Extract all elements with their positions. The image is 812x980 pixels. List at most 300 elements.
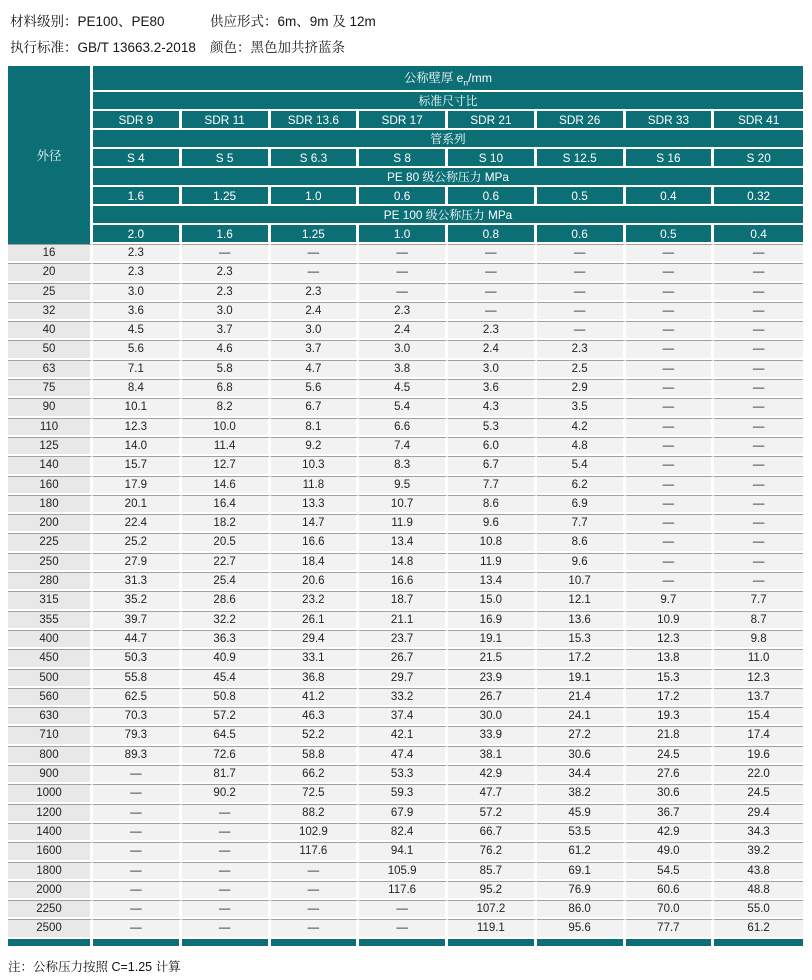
thickness-cell: 2.5 <box>537 360 626 379</box>
pe80-pressure-cell: 0.6 <box>359 187 448 206</box>
thickness-cell: 7.1 <box>93 360 182 379</box>
footer-bar-segment <box>626 939 715 946</box>
thickness-cell: 3.7 <box>271 340 360 359</box>
thickness-cell: — <box>714 476 803 495</box>
thickness-cell: 50.8 <box>182 688 271 707</box>
thickness-cell: 22.4 <box>93 514 182 533</box>
thickness-cell: 6.6 <box>359 418 448 437</box>
thickness-cell: 47.7 <box>448 784 537 803</box>
thickness-cell: 8.2 <box>182 398 271 417</box>
thickness-cell: 58.8 <box>271 746 360 765</box>
thickness-cell: 66.2 <box>271 765 360 784</box>
thickness-cell: 15.4 <box>714 707 803 726</box>
thickness-cell: 8.4 <box>93 379 182 398</box>
thickness-cell: 12.3 <box>93 418 182 437</box>
outer-diameter-cell: 32 <box>8 302 93 321</box>
thickness-cell: 20.6 <box>271 572 360 591</box>
table-row <box>8 244 803 263</box>
thickness-cell: 79.3 <box>93 726 182 745</box>
thickness-cell: 28.6 <box>182 591 271 610</box>
thickness-cell: 6.7 <box>271 398 360 417</box>
table-row <box>8 572 803 591</box>
thickness-cell: 21.5 <box>448 649 537 668</box>
thickness-cell: 39.2 <box>714 842 803 861</box>
thickness-cell: 26.7 <box>448 688 537 707</box>
thickness-cell: 90.2 <box>182 784 271 803</box>
sdr-header-cell: SDR 17 <box>359 111 448 130</box>
thickness-cell: 15.3 <box>537 630 626 649</box>
outer-diameter-cell: 140 <box>8 456 93 475</box>
series-header-cell: S 20 <box>714 149 803 168</box>
table-row <box>8 669 803 688</box>
thickness-cell: 11.0 <box>714 649 803 668</box>
series-row <box>8 149 803 168</box>
thickness-cell: 7.7 <box>537 514 626 533</box>
thickness-cell: 76.2 <box>448 842 537 861</box>
table-row <box>8 804 803 823</box>
thickness-cell: — <box>359 263 448 282</box>
thickness-cell: 4.2 <box>537 418 626 437</box>
thickness-cell: — <box>626 514 715 533</box>
outer-diameter-cell: 2250 <box>8 900 93 919</box>
thickness-cell: 6.8 <box>182 379 271 398</box>
thickness-cell: 49.0 <box>626 842 715 861</box>
pe100-pressure-cell: 0.4 <box>714 225 803 244</box>
outer-diameter-cell: 16 <box>8 244 93 263</box>
thickness-cell: — <box>448 244 537 263</box>
thickness-cell: 61.2 <box>714 919 803 938</box>
table-row <box>8 630 803 649</box>
outer-diameter-cell: 450 <box>8 649 93 668</box>
thickness-cell: 23.9 <box>448 669 537 688</box>
thickness-cell: — <box>626 533 715 552</box>
thickness-cell: — <box>714 340 803 359</box>
thickness-cell: 34.3 <box>714 823 803 842</box>
thickness-cell: 3.6 <box>448 379 537 398</box>
thickness-cell: — <box>93 900 182 919</box>
series-header-cell: S 10 <box>448 149 537 168</box>
thickness-cell: 6.7 <box>448 456 537 475</box>
thickness-cell: 18.2 <box>182 514 271 533</box>
table-row <box>8 688 803 707</box>
table-row <box>8 746 803 765</box>
series-header-cell: S 16 <box>626 149 715 168</box>
thickness-cell: — <box>714 263 803 282</box>
pe80-pressure-cell: 1.25 <box>182 187 271 206</box>
outer-diameter-cell: 900 <box>8 765 93 784</box>
thickness-cell: 81.7 <box>182 765 271 784</box>
outer-diameter-cell: 180 <box>8 495 93 514</box>
thickness-cell: 17.4 <box>714 726 803 745</box>
table-row <box>8 398 803 417</box>
thickness-cell: 3.0 <box>359 340 448 359</box>
thickness-cell: 2.4 <box>448 340 537 359</box>
thickness-cell: 16.9 <box>448 611 537 630</box>
supply-form-text: 供应形式：6m、9m 及 12m <box>210 14 376 29</box>
thickness-cell: 3.0 <box>93 283 182 302</box>
outer-diameter-cell: 25 <box>8 283 93 302</box>
pe100-pressure-row <box>8 225 803 244</box>
thickness-cell: 45.9 <box>537 804 626 823</box>
thickness-cell: 12.3 <box>714 669 803 688</box>
thickness-cell: — <box>626 437 715 456</box>
thickness-cell: 36.3 <box>182 630 271 649</box>
thickness-cell: 8.7 <box>714 611 803 630</box>
thickness-cell: 29.4 <box>271 630 360 649</box>
thickness-cell: 89.3 <box>93 746 182 765</box>
thickness-cell: 24.5 <box>714 784 803 803</box>
thickness-cell: 117.6 <box>271 842 360 861</box>
thickness-cell: 6.2 <box>537 476 626 495</box>
sdr-row <box>8 111 803 130</box>
thickness-cell: 27.2 <box>537 726 626 745</box>
thickness-cell: 26.7 <box>359 649 448 668</box>
thickness-cell: — <box>182 919 271 938</box>
outer-diameter-cell: 20 <box>8 263 93 282</box>
thickness-cell: 94.1 <box>359 842 448 861</box>
thickness-cell: 13.6 <box>537 611 626 630</box>
table-row <box>8 456 803 475</box>
thickness-cell: — <box>537 302 626 321</box>
outer-diameter-cell: 630 <box>8 707 93 726</box>
thickness-cell: — <box>626 302 715 321</box>
outer-diameter-cell: 1800 <box>8 862 93 881</box>
pe80-pressure-cell: 0.6 <box>448 187 537 206</box>
thickness-cell: 46.3 <box>271 707 360 726</box>
thickness-cell: 24.1 <box>537 707 626 726</box>
thickness-cell: 29.4 <box>714 804 803 823</box>
thickness-cell: 3.0 <box>182 302 271 321</box>
outer-diameter-cell: 125 <box>8 437 93 456</box>
outer-diameter-cell: 75 <box>8 379 93 398</box>
thickness-cell: 77.7 <box>626 919 715 938</box>
table-row <box>8 784 803 803</box>
thickness-cell: — <box>271 244 360 263</box>
thickness-cell: 16.6 <box>271 533 360 552</box>
pe100-pressure-cell: 2.0 <box>93 225 182 244</box>
thickness-cell: — <box>626 456 715 475</box>
thickness-cell: — <box>182 842 271 861</box>
sdr-header-cell: SDR 26 <box>537 111 626 130</box>
thickness-cell: 3.7 <box>182 321 271 340</box>
thickness-cell: 20.1 <box>93 495 182 514</box>
pe100-pressure-cell: 0.8 <box>448 225 537 244</box>
thickness-cell: 4.3 <box>448 398 537 417</box>
thickness-cell: 4.5 <box>93 321 182 340</box>
table-row <box>8 726 803 745</box>
thickness-cell: 57.2 <box>182 707 271 726</box>
thickness-cell: 25.4 <box>182 572 271 591</box>
thickness-cell: — <box>714 360 803 379</box>
thickness-cell: — <box>626 398 715 417</box>
thickness-cell: — <box>93 804 182 823</box>
thickness-cell: 9.7 <box>626 591 715 610</box>
thickness-cell: 8.6 <box>537 533 626 552</box>
outer-diameter-cell: 200 <box>8 514 93 533</box>
outer-diameter-cell: 1600 <box>8 842 93 861</box>
outer-diameter-cell: 315 <box>8 591 93 610</box>
thickness-cell: 7.4 <box>359 437 448 456</box>
thickness-cell: — <box>93 919 182 938</box>
thickness-cell: 18.7 <box>359 591 448 610</box>
thickness-cell: 13.4 <box>448 572 537 591</box>
pipe-series-band: 管系列 <box>93 130 803 149</box>
footer-bar-segment <box>537 939 626 946</box>
outer-diameter-cell: 355 <box>8 611 93 630</box>
thickness-cell: 20.5 <box>182 533 271 552</box>
thickness-cell: 11.9 <box>448 553 537 572</box>
outer-diameter-cell: 1000 <box>8 784 93 803</box>
thickness-cell: — <box>626 418 715 437</box>
pe100-pressure-cell: 1.25 <box>271 225 360 244</box>
pe100-pressure-band: PE 100 级公称压力 MPa <box>93 206 803 225</box>
pe80-pressure-cell: 0.4 <box>626 187 715 206</box>
thickness-cell: 5.4 <box>359 398 448 417</box>
outer-diameter-cell: 1400 <box>8 823 93 842</box>
table-row <box>8 900 803 919</box>
table-row <box>8 842 803 861</box>
thickness-cell: 19.1 <box>448 630 537 649</box>
thickness-cell: 12.1 <box>537 591 626 610</box>
thickness-cell: — <box>626 340 715 359</box>
thickness-cell: — <box>271 919 360 938</box>
thickness-cell: — <box>537 263 626 282</box>
thickness-cell: 30.6 <box>537 746 626 765</box>
thickness-cell: 2.3 <box>271 283 360 302</box>
thickness-cell: 50.3 <box>93 649 182 668</box>
thickness-cell: 82.4 <box>359 823 448 842</box>
thickness-cell: 6.9 <box>537 495 626 514</box>
thickness-cell: — <box>626 321 715 340</box>
thickness-cell: 10.3 <box>271 456 360 475</box>
table-row <box>8 476 803 495</box>
thickness-cell: 72.6 <box>182 746 271 765</box>
thickness-cell: 38.1 <box>448 746 537 765</box>
footer-bar-segment <box>448 939 537 946</box>
thickness-cell: 117.6 <box>359 881 448 900</box>
thickness-cell: 14.0 <box>93 437 182 456</box>
thickness-cell: 17.9 <box>93 476 182 495</box>
thickness-cell: 39.7 <box>93 611 182 630</box>
thickness-cell: 35.2 <box>93 591 182 610</box>
pe100-pressure-cell: 1.6 <box>182 225 271 244</box>
thickness-cell: 3.5 <box>537 398 626 417</box>
thickness-cell: 14.7 <box>271 514 360 533</box>
pe80-pressure-cell: 0.5 <box>537 187 626 206</box>
thickness-cell: — <box>626 244 715 263</box>
thickness-cell: — <box>714 398 803 417</box>
thickness-cell: 2.9 <box>537 379 626 398</box>
thickness-cell: 86.0 <box>537 900 626 919</box>
thickness-cell: — <box>714 283 803 302</box>
thickness-cell: 19.6 <box>714 746 803 765</box>
thickness-cell: 8.1 <box>271 418 360 437</box>
thickness-cell: — <box>714 321 803 340</box>
thickness-cell: 21.1 <box>359 611 448 630</box>
thickness-cell: 69.1 <box>537 862 626 881</box>
thickness-cell: — <box>714 572 803 591</box>
thickness-cell: 45.4 <box>182 669 271 688</box>
thickness-cell: 33.1 <box>271 649 360 668</box>
thickness-cell: — <box>537 283 626 302</box>
thickness-cell: — <box>626 572 715 591</box>
thickness-cell: — <box>537 321 626 340</box>
thickness-cell: — <box>714 456 803 475</box>
thickness-cell: 62.5 <box>93 688 182 707</box>
thickness-cell: 54.5 <box>626 862 715 881</box>
series-header-cell: S 5 <box>182 149 271 168</box>
thickness-cell: 30.0 <box>448 707 537 726</box>
outer-diameter-cell: 110 <box>8 418 93 437</box>
table-row <box>8 360 803 379</box>
thickness-cell: 9.2 <box>271 437 360 456</box>
thickness-cell: — <box>182 244 271 263</box>
thickness-cell: 12.7 <box>182 456 271 475</box>
thickness-cell: 5.8 <box>182 360 271 379</box>
thickness-cell: — <box>359 900 448 919</box>
thickness-cell: — <box>714 302 803 321</box>
thickness-cell: 3.8 <box>359 360 448 379</box>
thickness-cell: — <box>626 283 715 302</box>
thickness-cell: 3.0 <box>271 321 360 340</box>
outer-diameter-cell: 225 <box>8 533 93 552</box>
thickness-cell: — <box>448 302 537 321</box>
thickness-cell: — <box>714 553 803 572</box>
thickness-cell: 85.7 <box>448 862 537 881</box>
table-row <box>8 611 803 630</box>
thickness-cell: 53.5 <box>537 823 626 842</box>
thickness-cell: 95.2 <box>448 881 537 900</box>
thickness-cell: — <box>271 900 360 919</box>
thickness-cell: 2.3 <box>182 283 271 302</box>
outer-diameter-cell: 280 <box>8 572 93 591</box>
thickness-cell: 9.8 <box>714 630 803 649</box>
thickness-cell: 2.3 <box>448 321 537 340</box>
thickness-cell: 23.2 <box>271 591 360 610</box>
thickness-cell: — <box>714 418 803 437</box>
thickness-cell: 21.8 <box>626 726 715 745</box>
thickness-cell: 33.9 <box>448 726 537 745</box>
thickness-cell: 95.6 <box>537 919 626 938</box>
thickness-cell: 7.7 <box>714 591 803 610</box>
thickness-cell: 24.5 <box>626 746 715 765</box>
thickness-cell: 4.6 <box>182 340 271 359</box>
table-row <box>8 283 803 302</box>
thickness-cell: 66.7 <box>448 823 537 842</box>
thickness-cell: 64.5 <box>182 726 271 745</box>
thickness-cell: 33.2 <box>359 688 448 707</box>
thickness-cell: 42.9 <box>448 765 537 784</box>
standard-text: 执行标准：GB/T 13663.2-2018 <box>10 40 196 55</box>
thickness-cell: 105.9 <box>359 862 448 881</box>
pe80-pressure-cell: 1.0 <box>271 187 360 206</box>
thickness-cell: 16.6 <box>359 572 448 591</box>
thickness-cell: — <box>626 553 715 572</box>
thickness-cell: — <box>182 804 271 823</box>
footer-bar-segment <box>8 939 93 946</box>
thickness-cell: 4.8 <box>537 437 626 456</box>
table-row <box>8 302 803 321</box>
thickness-cell: — <box>182 881 271 900</box>
thickness-cell: 72.5 <box>271 784 360 803</box>
thickness-cell: 8.6 <box>448 495 537 514</box>
thickness-cell: 48.8 <box>714 881 803 900</box>
thickness-cell: 19.1 <box>537 669 626 688</box>
outer-diameter-cell: 800 <box>8 746 93 765</box>
thickness-cell: 3.6 <box>93 302 182 321</box>
thickness-cell: 32.2 <box>182 611 271 630</box>
table-row <box>8 514 803 533</box>
table-row <box>8 437 803 456</box>
thickness-cell: 29.7 <box>359 669 448 688</box>
thickness-cell: 13.8 <box>626 649 715 668</box>
table-row <box>8 418 803 437</box>
table-body <box>8 244 803 946</box>
thickness-cell: 2.4 <box>359 321 448 340</box>
series-header-cell: S 4 <box>93 149 182 168</box>
thickness-cell: 41.2 <box>271 688 360 707</box>
series-header-cell: S 12.5 <box>537 149 626 168</box>
outer-diameter-cell: 400 <box>8 630 93 649</box>
thickness-cell: — <box>626 263 715 282</box>
thickness-cell: 13.7 <box>714 688 803 707</box>
thickness-cell: 14.6 <box>182 476 271 495</box>
pe100-pressure-cell: 0.6 <box>537 225 626 244</box>
thickness-cell: 70.3 <box>93 707 182 726</box>
thickness-cell: 67.9 <box>359 804 448 823</box>
thickness-cell: — <box>714 533 803 552</box>
outer-diameter-cell: 160 <box>8 476 93 495</box>
table-row <box>8 919 803 938</box>
thickness-cell: 47.4 <box>359 746 448 765</box>
table-row <box>8 533 803 552</box>
thickness-cell: — <box>93 823 182 842</box>
thickness-cell: — <box>626 360 715 379</box>
thickness-cell: 23.7 <box>359 630 448 649</box>
thickness-cell: 2.3 <box>93 244 182 263</box>
pe80-pressure-cell: 0.32 <box>714 187 803 206</box>
table-row <box>8 707 803 726</box>
footer-bar-segment <box>359 939 448 946</box>
thickness-cell: 55.0 <box>714 900 803 919</box>
sdr-header-cell: SDR 41 <box>714 111 803 130</box>
outer-diameter-cell: 710 <box>8 726 93 745</box>
sdr-band: 标准尺寸比 <box>93 92 803 111</box>
thickness-cell: — <box>626 476 715 495</box>
sdr-header-cell: SDR 11 <box>182 111 271 130</box>
spec-info-block <box>0 0 812 61</box>
wall-thickness-subscript: n <box>463 77 469 88</box>
thickness-cell: 21.4 <box>537 688 626 707</box>
pe80-pressure-band: PE 80 级公称压力 MPa <box>93 168 803 187</box>
thickness-cell: 10.7 <box>359 495 448 514</box>
thickness-cell: 119.1 <box>448 919 537 938</box>
thickness-cell: 5.6 <box>93 340 182 359</box>
table-row <box>8 823 803 842</box>
thickness-cell: — <box>448 263 537 282</box>
color-text: 颜色：黑色加共挤蓝条 <box>210 40 345 55</box>
thickness-cell: 52.2 <box>271 726 360 745</box>
outer-diameter-header: 外径 <box>8 66 93 244</box>
thickness-cell: 30.6 <box>626 784 715 803</box>
thickness-cell: 10.8 <box>448 533 537 552</box>
thickness-cell: — <box>359 919 448 938</box>
thickness-cell: 14.8 <box>359 553 448 572</box>
thickness-cell: 4.7 <box>271 360 360 379</box>
thickness-cell: 27.6 <box>626 765 715 784</box>
sdr-header-cell: SDR 9 <box>93 111 182 130</box>
thickness-cell: — <box>714 437 803 456</box>
